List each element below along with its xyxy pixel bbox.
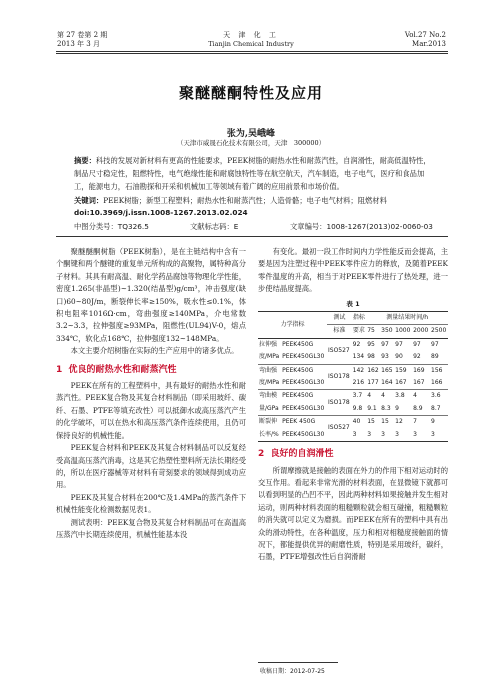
table-cell: 断裂伸 [259, 418, 278, 426]
table-cell: 8.9 [413, 404, 423, 412]
section-title: 优良的耐热水性和耐蒸汽性 [68, 364, 177, 375]
paragraph: 聚醚醚酮树脂（PEEK树脂），是在主链结构中含有一个酮键和两个醚键的重复单元所构成的高聚物，属特种高分子材料。其具有耐高温、耐化学药品腐蚀等物理化学性能，密度1.265(非晶型)~1.320(结晶型)g/cm³，冲击强度(缺口)60~80J/m，断裂伸长率≥150%，吸水性≤0.1%，体积电阻率1016Ω·cm，弯曲强度≥140MPa，介电常数3.2~3.3，拉伸强度≥93MPa，阻燃性(UL94)V-0，熔点334℃，软化点168℃，拉伸强度132~148MPa。 [56, 247, 246, 343]
table-cell: 156 [431, 366, 443, 374]
paragraph: 测试表明：PEEK复合物及其复合材料制品可在高温高压蒸汽中长期连续使用，机械性能基本没 [56, 517, 246, 539]
table-cell: 162 [367, 366, 379, 374]
table-cell: 度/MPa [259, 353, 280, 361]
doc-code: 文献标志码：E [190, 222, 239, 231]
table-cell: ISO178 [327, 398, 350, 406]
data-table [258, 311, 448, 442]
journal-volume-en: Vol.27 No.2 [404, 31, 446, 39]
table-cell: 40 [352, 418, 361, 426]
table-cell: 92 [352, 340, 361, 348]
abstract-rule [56, 236, 448, 237]
table-cell: 12 [395, 418, 403, 426]
keywords [74, 194, 432, 207]
table-cell: PEEK450GL30 [282, 404, 325, 412]
table-cell: PEEK450GL30 [282, 430, 325, 438]
table-cell: 97 [431, 340, 439, 348]
table-cell: 159 [395, 366, 407, 374]
paragraph: 本文主要介绍树脂在实际的生产应用中的诸多优点。 [70, 346, 239, 356]
table-cell: PEEK450G [282, 366, 314, 374]
abstract-label: 摘要： [74, 156, 96, 165]
paragraph: 所谓摩擦就是接触的表面在外力的作用下相对运动时的交互作用。看起来非常光滑的材料表面，在显微镜下就都可以看到明显的凸凹不平，因此两种材料如果接触并发生相对运动，则两种材料表面的粗糙颗粒就会相互碰撞，粗糙颗粒的消失就可以定义为磨损。而PEEK在所有的塑料中具有出众的滑动特性，在各种温度，压力和相对相糙度接触面的情况下，都能提供优异的耐磨性质，特别是采用玻纤，碳纤，石墨，PTFE增强改性后自润滑耐 [258, 465, 448, 562]
table-cell: 169 [413, 366, 425, 374]
table-cell: 8.7 [431, 404, 441, 412]
doi: doi:10.3969/j.issn.1008-1267.2013.02.024 [74, 208, 248, 217]
table-header-time-cell: 2500 [431, 327, 447, 335]
table-cell: 9.8 [352, 404, 363, 412]
table-cell: 95 [367, 340, 375, 348]
paragraph: 有变化。最初一段工作时间内力学性能反而会提高，主要是因为注塑过程中PEEK零件应力的释放，及随着PEEK零件温度的升高，相当于对PEEK零件进行了热处理，进一步使结晶度提高。 [258, 247, 448, 294]
keywords-label: 关键词： [74, 196, 104, 205]
table-header-prop: 力学指标 [280, 320, 305, 328]
table-cell: 拉伸强 [259, 340, 278, 348]
table-cell: 3 [381, 430, 385, 438]
table-cell: 164 [381, 379, 393, 387]
table-cell: 7 [413, 418, 417, 426]
table-cell: PEEK450G [282, 340, 314, 348]
journal-date-en: Mar.2013 [412, 40, 446, 48]
table-cell: 9 [431, 418, 435, 426]
table-header-std: 标准 [333, 327, 346, 335]
section-number: 1 [56, 364, 63, 375]
table-cell: ISO527 [327, 347, 350, 355]
abstract-text: 科技的发展对新材料有更高的性能要求，PEEK树脂的耐热水性和耐蒸汽性，自润滑性，耐高低温特性，制品尺寸稳定性，阻燃特性，电气绝缘性能和耐腐蚀特性等在航空航天，汽车制造，电子电气，医疗和食品加工，能源电力，石油勘探和开采和机械加工等领域有着广阔的应用前景和市场价值。 [74, 156, 431, 191]
table-caption: 表 1 [346, 299, 360, 308]
right-column [258, 246, 448, 564]
table-cell: ISO178 [327, 372, 350, 380]
table-cell: 3.6 [431, 392, 441, 400]
table-cell: 216 [352, 379, 365, 387]
journal-name: 天 津 化 工 [223, 31, 279, 39]
table-cell: 166 [431, 379, 443, 387]
table-cell: 8.3 [381, 404, 391, 412]
table-cell: 15 [381, 418, 389, 426]
article-number: 文章编号：1008-1267(2013)02-0060-03 [290, 222, 433, 231]
journal-date: 2013 年 3 月 [57, 40, 100, 48]
table-header-req: 要求 [352, 327, 365, 335]
table-cell: 167 [395, 379, 407, 387]
table-header-time-cell: 1000 [395, 327, 411, 335]
table-cell: 3 [431, 430, 435, 438]
paragraph: PEEK及其复合材料在200℃及1.4MPa的蒸汽条件下机械性能变化检测数据见表1。 [56, 492, 246, 515]
table-header-time-cell: 75 [367, 327, 375, 335]
header-rule [56, 51, 448, 52]
section-heading-2 [258, 448, 448, 460]
section-heading-1 [56, 364, 246, 376]
table-header-index: 指标 [352, 314, 365, 322]
clc-number: 中图分类号：TQ326.5 [74, 222, 149, 231]
paragraph: PEEK复合材料和PEEK及其复合材料制品可以反复经受高温高压蒸汽消毒，这是其它热塑性塑料所无法长期经受的，所以在医疗器械等对材料有苛刻要求的领域得到成功应用。 [56, 443, 246, 490]
received-date: 收稿日期：2012-07-25 [260, 668, 325, 675]
table-cell: 弯曲模 [259, 392, 278, 400]
table-cell: PEEK450GL30 [282, 379, 325, 387]
table-cell: 长率/% [259, 430, 279, 438]
table-cell: 4 [381, 392, 385, 400]
table-cell: 92 [413, 353, 421, 361]
table-header-time-cell: 2000 [413, 327, 429, 335]
table-cell: PEEK450G [282, 392, 314, 400]
table-cell: 量/GPa [259, 404, 279, 412]
keywords-text: PEEK树脂；新型工程塑料；耐热水性和耐蒸汽性；人造骨骼；电子电气材料；阻燃材料 [103, 196, 387, 205]
paper-authors: 张为,吴峨峰 [226, 129, 276, 139]
table-cell: 9 [395, 404, 399, 412]
left-column [56, 246, 246, 541]
table-cell: 89 [431, 353, 439, 361]
table-cell: 4 [367, 392, 372, 400]
table-cell: 167 [413, 379, 425, 387]
section-title: 良好的自润滑性 [270, 449, 334, 460]
table-cell: PEEK 450G [282, 418, 316, 426]
table-cell: 97 [413, 340, 421, 348]
table-cell: 93 [381, 353, 389, 361]
table-cell: 度/MPa [259, 379, 280, 387]
paragraph: PEEK在所有的工程塑料中，具有最好的耐热水性和耐蒸汽性。PEEK复合物及其复合材料制品（即采用玻纤、碳纤、石墨、PTFE等填充改性）可以抵御水或高压蒸汽产生的化学破坏，可以在热水和高压蒸汽条件连续使用，且仍可保持良好的机械性能。 [56, 381, 246, 440]
table-cell: 4 [413, 392, 417, 400]
table-header-time: 测量结果时间/h [386, 314, 429, 322]
table-header-test: 测试 [333, 314, 346, 322]
section-number: 2 [258, 449, 265, 460]
table-cell: 134 [352, 353, 365, 361]
table-header-time-cell: 350 [381, 327, 393, 335]
table-cell: 142 [352, 366, 365, 374]
table-cell: 9.1 [367, 404, 377, 412]
table-cell: 3 [367, 430, 372, 438]
table-cell: 97 [395, 340, 403, 348]
paper-affiliation: （天津市威晟石化技术有限公司，天津 300000） [176, 139, 326, 147]
footnote-rule [258, 662, 338, 663]
table-cell: 3 [413, 430, 417, 438]
table-cell: 3.7 [352, 392, 363, 400]
table-cell: ISO527 [327, 424, 350, 432]
journal-volume: 第 27 卷第 2 期 [57, 31, 108, 39]
paper-title: 聚醚醚酮特性及应用 [178, 84, 323, 102]
table-cell: 3.8 [395, 392, 405, 400]
journal-name-en: Tianjin Chemical Industry [208, 40, 294, 48]
table-cell: 15 [367, 418, 375, 426]
table-cell: 98 [367, 353, 375, 361]
table-cell: 3 [352, 430, 357, 438]
abstract [74, 154, 432, 193]
table-cell: PEEK450GL30 [282, 353, 325, 361]
table-cell: 90 [395, 353, 403, 361]
table-cell: 177 [367, 379, 379, 387]
table-cell: 97 [381, 340, 389, 348]
header-rule-thin [56, 53, 448, 54]
table-cell: 弯曲强 [259, 366, 278, 374]
table-cell: 165 [381, 366, 393, 374]
table-cell: 3 [395, 430, 399, 438]
